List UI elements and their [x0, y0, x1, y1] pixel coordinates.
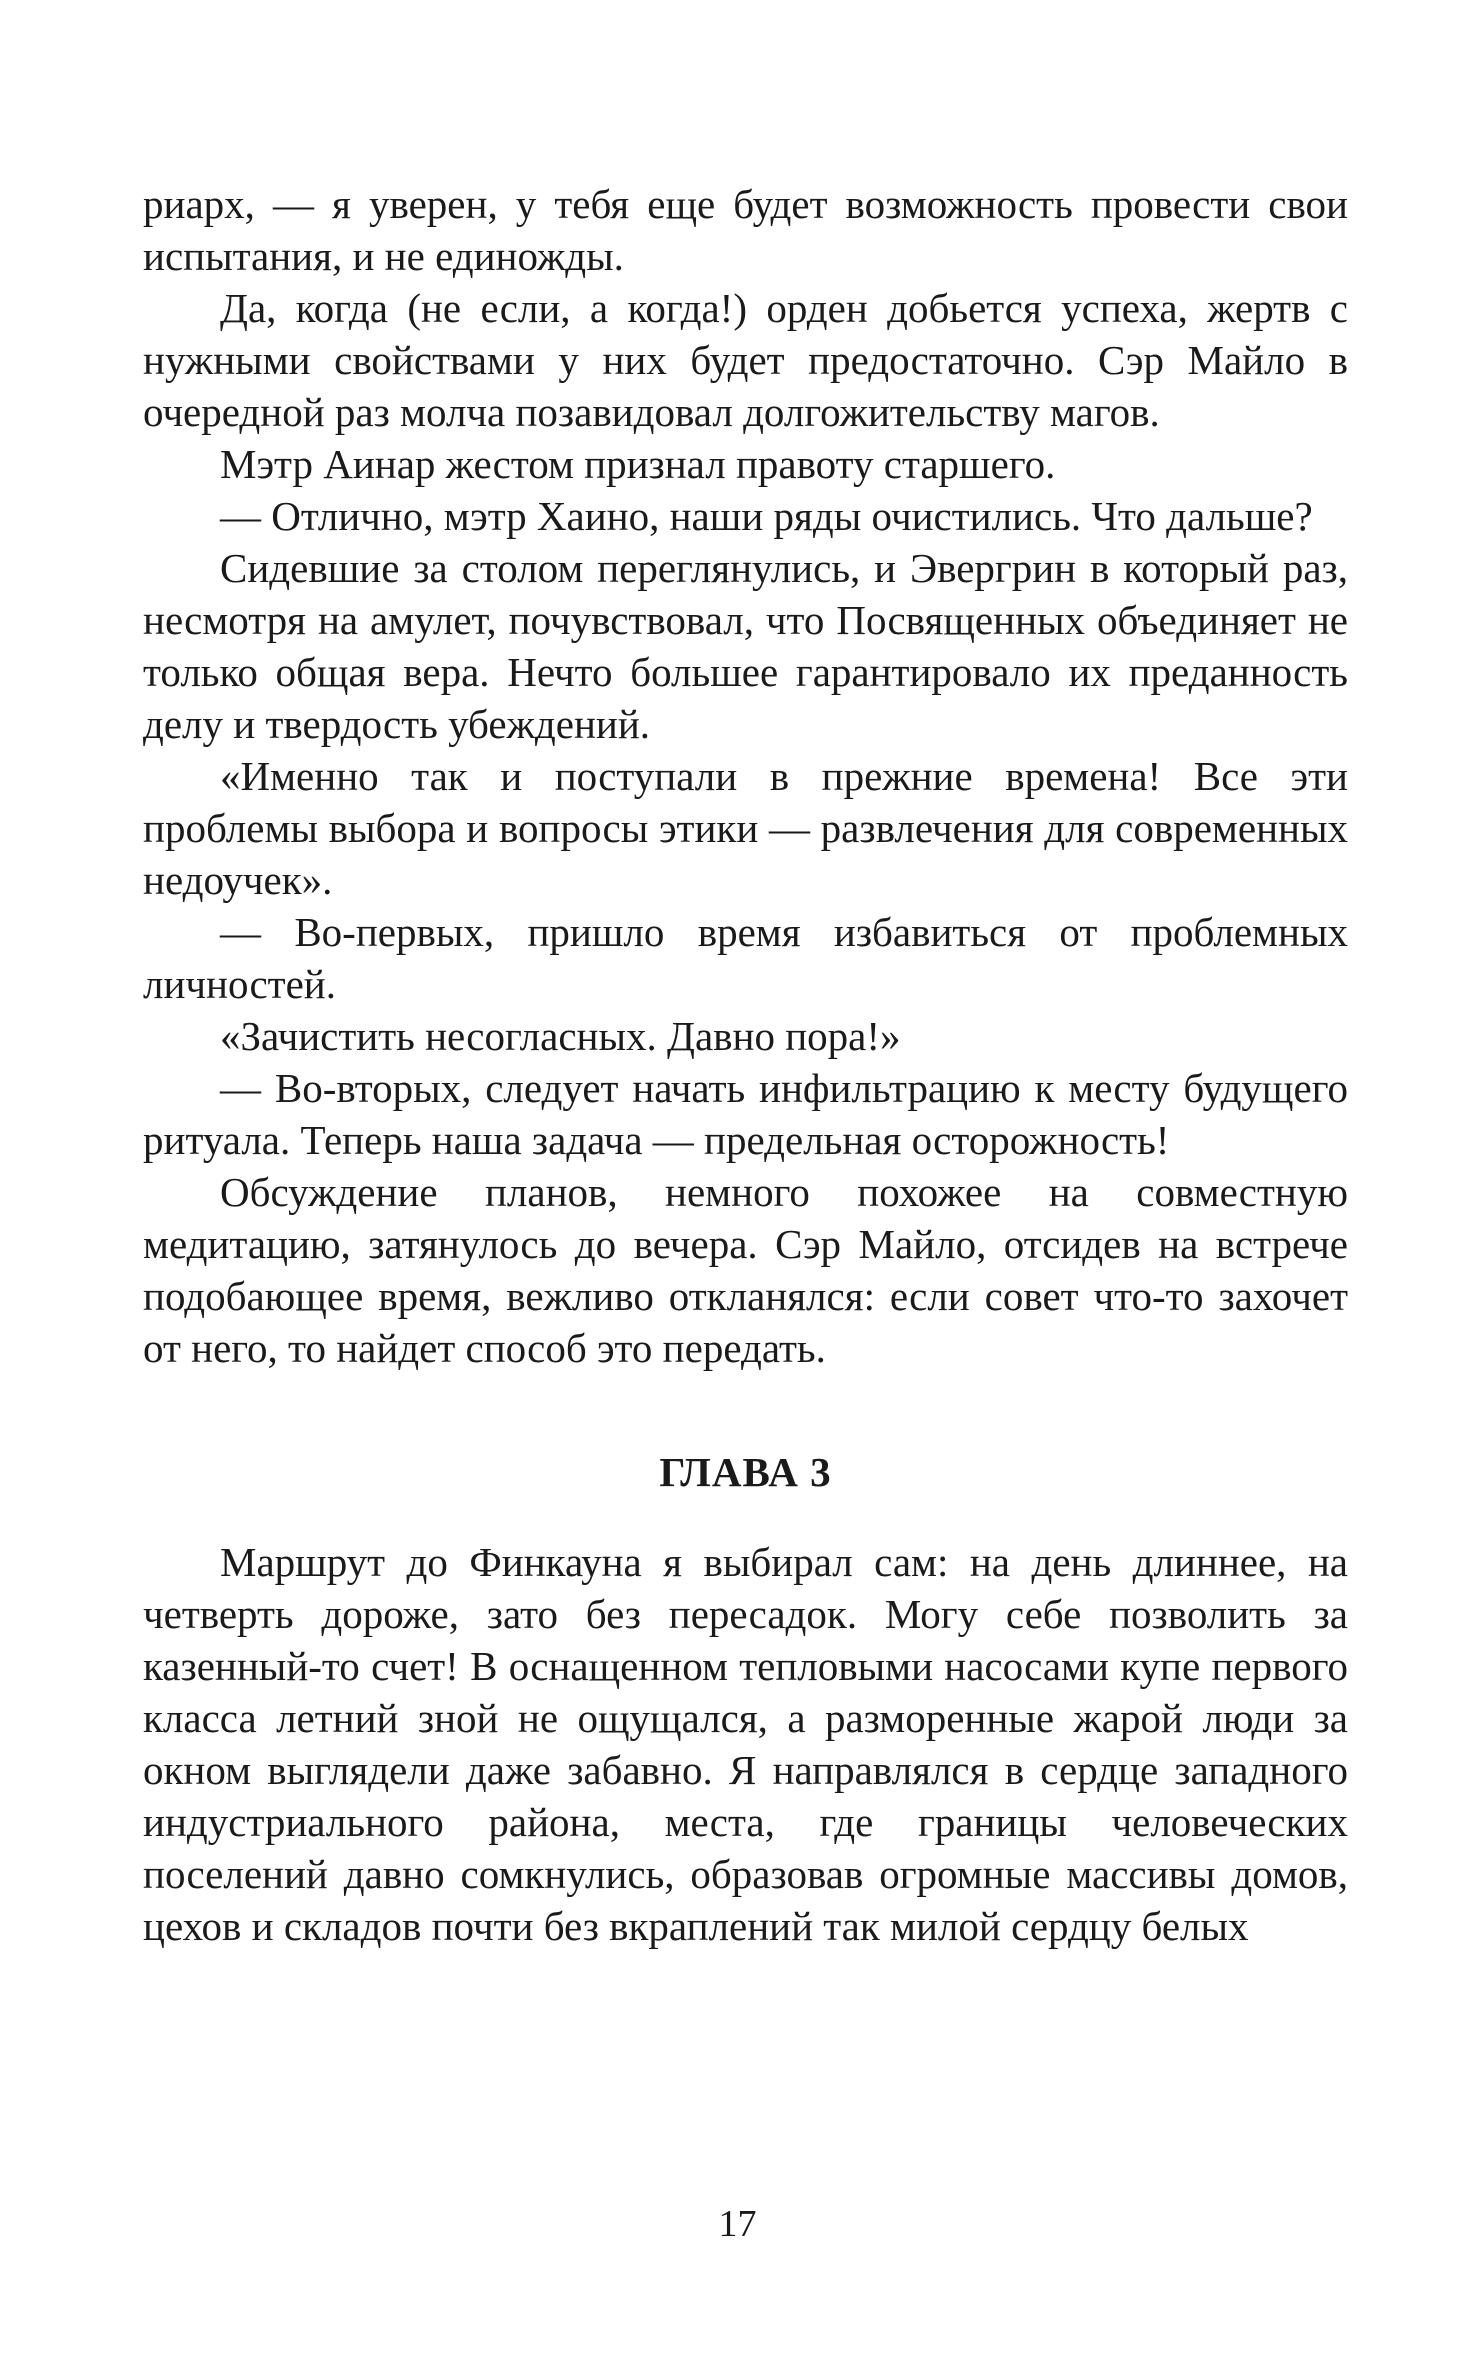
thought-paragraph: «Именно так и поступали в прежние времена! Все эти проблемы выбора и вопросы этики — развлечения для современных недоучек».	[143, 753, 1348, 903]
text-section-1	[143, 178, 1348, 1374]
dialogue-paragraph: — Отлично, мэтр Хаино, наши ряды очистились. Что дальше?	[220, 493, 1313, 539]
book-page	[143, 178, 1348, 1952]
dialogue-paragraph: — Во-вторых, следует начать инфильтрацию к месту будущего ритуала. Теперь наша задача — предельная осторожность!	[143, 1065, 1348, 1163]
thought-paragraph: «Зачистить несогласных. Давно пора!»	[220, 1013, 901, 1059]
paragraph: риарх, — я уверен, у тебя еще будет возможность провести свои испытания, и не единожды.	[143, 181, 1348, 279]
text-section-2	[143, 1536, 1348, 1952]
paragraph: Да, когда (не если, а когда!) орден добьется успеха, жертв с нужными свойствами у них будет предостаточно. Сэр Майло в очередной раз молча позавидовал долгожительству магов.	[143, 285, 1348, 435]
dialogue-paragraph: — Во-первых, пришло время избавиться от проблемных личностей.	[143, 909, 1348, 1007]
paragraph: Сидевшие за столом переглянулись, и Эвергрин в который раз, несмотря на амулет, почувствовал, что Посвященных объединяет не только общая вера. Нечто большее гарантировало их преданность делу и твердость убеждений.	[143, 545, 1348, 747]
chapter-heading: ГЛАВА 3	[659, 1449, 832, 1495]
paragraph: Мэтр Аинар жестом признал правоту старшего.	[220, 441, 1056, 487]
paragraph: Маршрут до Финкауна я выбирал сам: на день длиннее, на четверть дороже, зато без пересадок. Могу себе позволить за казенный-то счет! В оснащенном тепловыми насосами купе первого класса летний зной не ощущался, а разморенные жарой люди за окном выглядели даже забавно. Я направлялся в сердце западного индустриального района, места, где границы человеческих поселений давно сомкнулись, образовав огромные массивы домов, цехов и складов почти без вкраплений так милой сердцу белых	[143, 1539, 1348, 1949]
page-number: 17	[718, 2203, 757, 2245]
paragraph: Обсуждение планов, немного похожее на совместную медитацию, затянулось до вечера. Сэр Майло, отсидев на встрече подобающее время, вежливо откланялся: если совет что-то захочет от него, то найдет способ это передать.	[143, 1169, 1348, 1371]
